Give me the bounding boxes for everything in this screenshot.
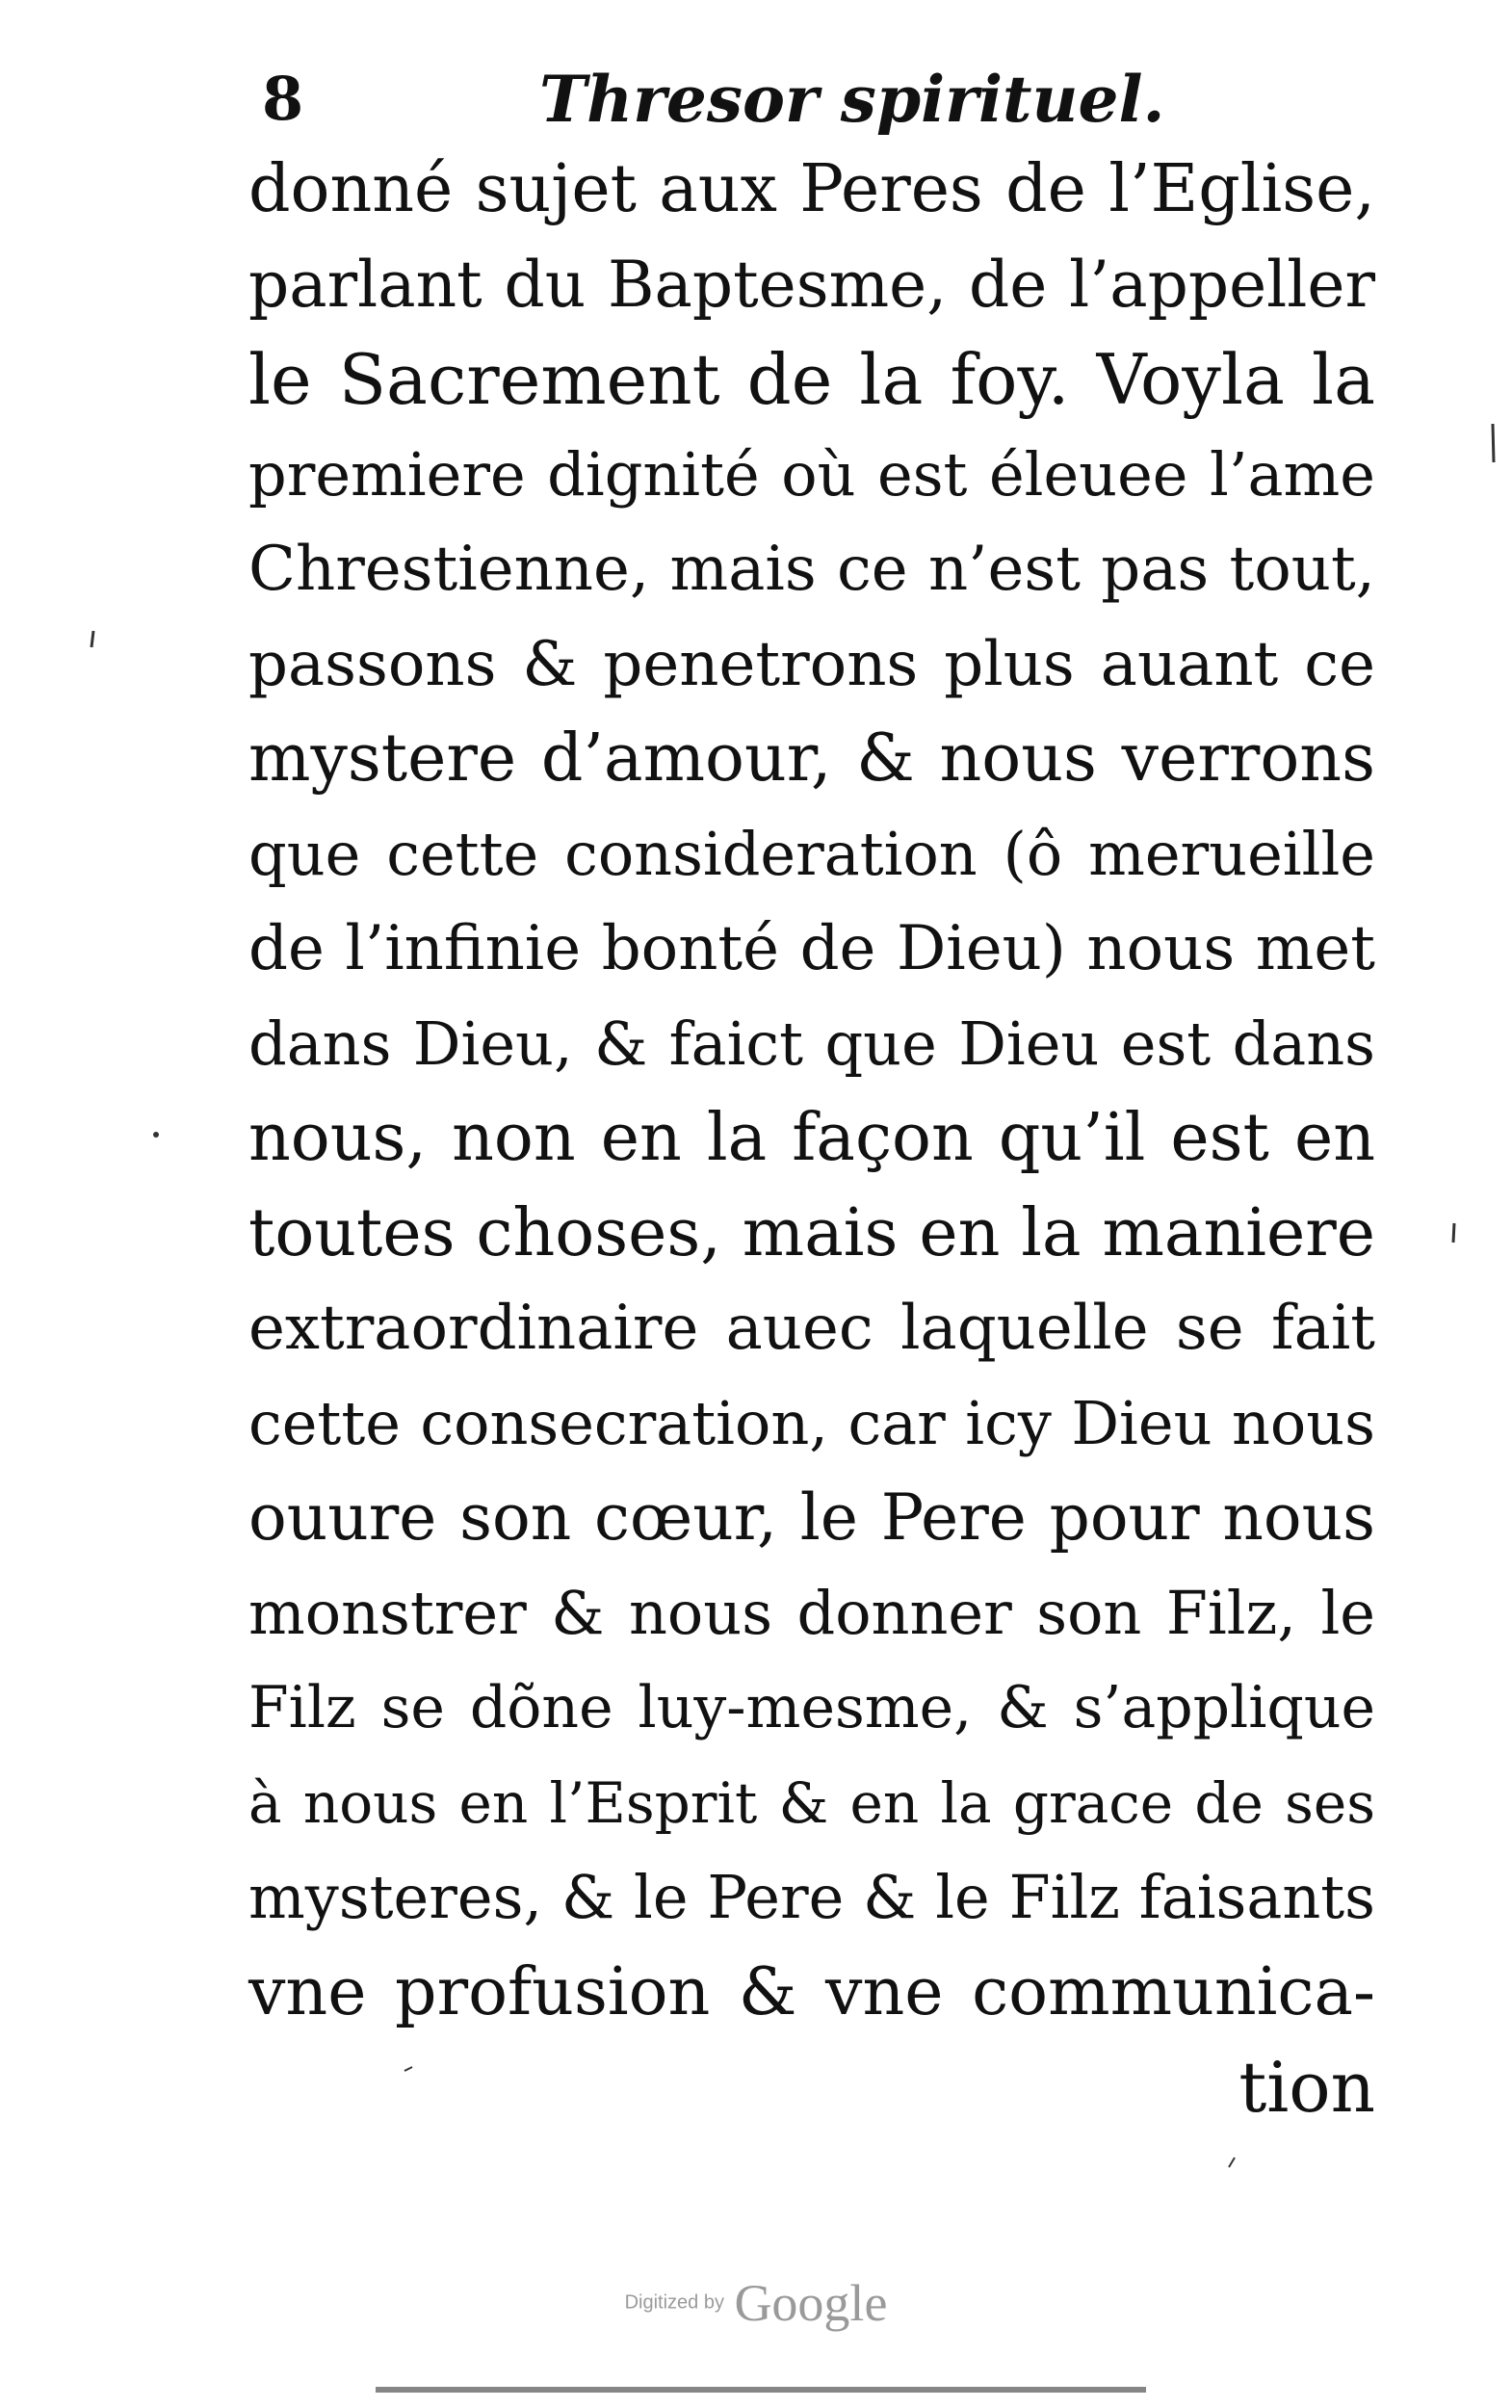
text-line: premiere dignité où est éleuee l’ame (248, 438, 1375, 510)
scan-speck (1229, 2158, 1235, 2167)
text-line: à nous en l’Esprit & en la grace de ses (248, 1769, 1375, 1836)
scan-speck (91, 631, 93, 647)
running-title: Thresor spirituel. (539, 62, 1165, 137)
scan-speck (1493, 424, 1494, 462)
text-line: mystere d’amour, & nous verrons (248, 720, 1375, 797)
body-text (248, 143, 1375, 2135)
text-line: monstrer & nous donner son Filz, le (248, 1577, 1375, 1648)
text-line: Filz se dõne luy-mesme, & s’applique (248, 1674, 1375, 1741)
running-head (250, 56, 1368, 143)
text-line: Chrestienne, mais ce n’est pas tout, (248, 534, 1375, 605)
scan-speck (153, 1132, 159, 1138)
text-line: ouure son cœur, le Pere pour nous (248, 1480, 1375, 1555)
text-line: de l’infinie bonté de Dieu) nous met (248, 913, 1375, 984)
catchword: tion (1238, 2047, 1375, 2128)
page-number: 8 (262, 64, 304, 134)
text-line: passons & penetrons plus auant ce (248, 628, 1375, 700)
text-line: que cette consideration (ô merueille (248, 818, 1375, 889)
text-line: donné sujet aux Peres de l’Eglise, (248, 151, 1375, 227)
text-line: nous, non en la façon qu’il est en (248, 1100, 1375, 1176)
text-line: parlant du Baptesme, de l’appeller (248, 247, 1375, 322)
text-line: mysteres, & le Pere & le Filz faisants (248, 1862, 1375, 1932)
text-line: le Sacrement de la foy. Voyla la (248, 339, 1375, 420)
text-line: toutes choses, mais en la maniere (248, 1194, 1375, 1271)
google-logo: Google (734, 2274, 888, 2332)
text-line: extraordinaire auec laquelle se fait (248, 1293, 1375, 1364)
text-line: vne profusion & vne communica- (248, 1953, 1375, 2030)
digitized-label: Digitized by (624, 2291, 724, 2314)
scan-edge-rule (376, 2387, 1146, 2393)
text-line: dans Dieu, & faict que Dieu est dans (248, 1008, 1375, 1079)
digitized-watermark (0, 2273, 1512, 2333)
text-line: cette consecration, car icy Dieu nous (248, 1387, 1375, 1458)
scan-speck (1453, 1223, 1454, 1243)
